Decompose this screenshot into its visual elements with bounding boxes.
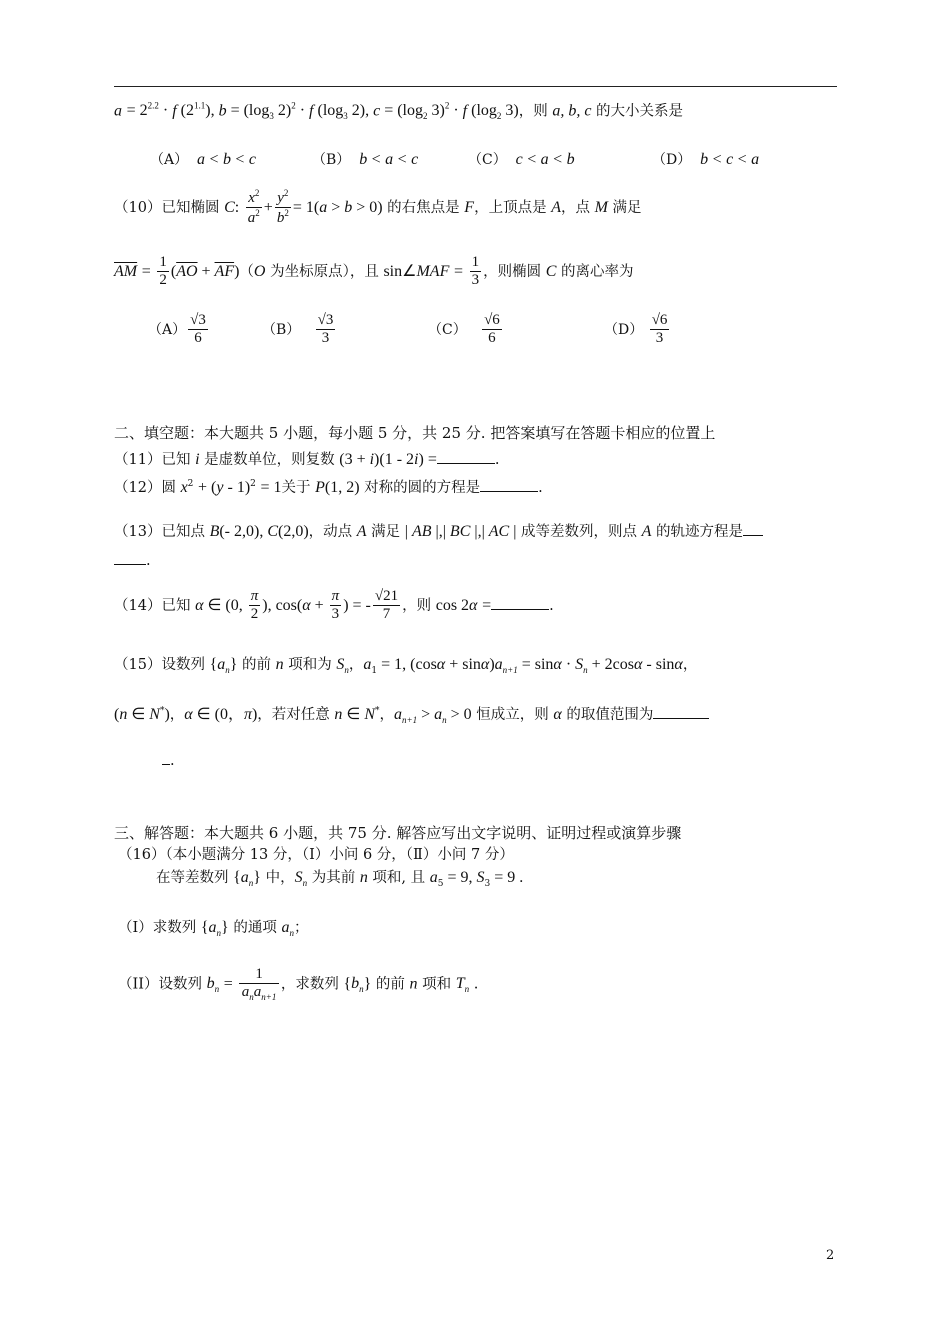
q16-stem: 在等差数列 $\{a_n\}$ 中，$S_n$ 为其前 n 项和, 且 $a_5 = 9$, $S_3 = 9$ . — [156, 869, 524, 889]
page-number: 2 — [826, 1248, 835, 1263]
q10-line2: $\overline{AM}$ = $\frac{1}{2}$ $(\overline{AO} + \overline{AF})(O$ 为坐标原点），且 sin∠MAF = $\frac{1}{3}$ ，则椭圆 C 的离心率为 — [114, 254, 634, 289]
q9-option-d: （D） b < c < a — [652, 151, 760, 168]
q16-part2: （II）设数列 $b_n$ = $\frac{1}{a_na_{n+1}}$ ，求数列 $\{b_n\}$ 的前 n 项和 $T_n$ . — [118, 966, 479, 1003]
q10-option-a: （A） $\frac{√3}{6}$ — [148, 312, 206, 347]
q14: （14）已知 α ∈ (0, $\frac{\pi}{2}$ ), cos(α + $\frac{\pi}{3}$ ) = - $\frac{√21}{7}$ ，则 cos 2α = . — [114, 588, 554, 623]
q16-title: （16）（本小题满分 13 分，（Ⅰ）小问 6 分，（Ⅱ）小问 7 分） — [118, 847, 514, 863]
q9-expression: $a = 2^{2.2} \cdot f$ $(2^{1.1})$, $b = (\log_3$ 2)$^2$ · f ($\log_3$ 2), $c = (\log_2$ 3)$^2$ · f ($\log_2$ 3)，则 a, b, c 的大小关系是 — [114, 101, 684, 122]
header-rule — [114, 86, 837, 87]
q9-option-c: （C） c < a < b — [468, 151, 575, 168]
q10-option-d: （D） $\frac{√6}{3}$ — [604, 312, 668, 347]
q15-line2: (n ∈ N*)，α ∈ (0，π)，若对任意 n ∈ N*，$a_{n+1} > a_n > 0$ 恒成立，则 α 的取值范围为 — [114, 705, 709, 727]
q16-part1: （I）求数列 $\{a_n\}$ 的通项 $a_n$； — [118, 919, 309, 939]
q9-option-a: （A） a < b < c — [150, 151, 256, 168]
q10-option-c: （C） $\frac{√6}{6}$ — [428, 312, 500, 347]
q10-line1: （10）已知椭圆 C: $\frac{x^2}{a^2}$ + $\frac{y^2}{b^2}$ = 1(a > b > 0) 的右焦点是 F，上顶点是 A，点 M 满足 — [114, 188, 642, 227]
section2-heading: 二、填空题：本大题共 5 小题，每小题 5 分，共 25 分. 把答案填写在答题卡相应的位置上 — [114, 424, 716, 442]
section3-heading: 三、解答题：本大题共 6 小题，共 75 分. 解答应写出文字说明、证明过程或演算步骤 — [114, 824, 682, 842]
q13: （13）已知点 B(- 2,0), C(2,0)，动点 A 满足 | AB |,| BC |,| AC | 成等差数列，则点 A 的轨迹方程是 — [114, 522, 763, 543]
q12: （12）圆 $x^2 + (y - 1)^2 = 1$关于 P(1, 2) 对称的圆的方程是 . — [114, 479, 543, 496]
q15-line1: （15）设数列 $\{a_n\}$ 的前 n 项和为 $S_n$，$a_1 = 1$, $(\cos\alpha + \sin\alpha)a_{n+1} = \sin\alpha \cdot S_n + 2\cos\alpha - \sin\alpha$， — [114, 656, 698, 676]
q10-option-b: （B） $\frac{√3}{3}$ — [262, 312, 334, 347]
q15-blank-continuation: . — [162, 752, 175, 771]
q13-blank-continuation: . — [114, 552, 151, 571]
q11: （11）已知 i 是虚数单位，则复数 (3 + i)(1 - 2i) = . — [114, 451, 500, 468]
q9-option-b: （B） b < a < c — [312, 151, 419, 168]
